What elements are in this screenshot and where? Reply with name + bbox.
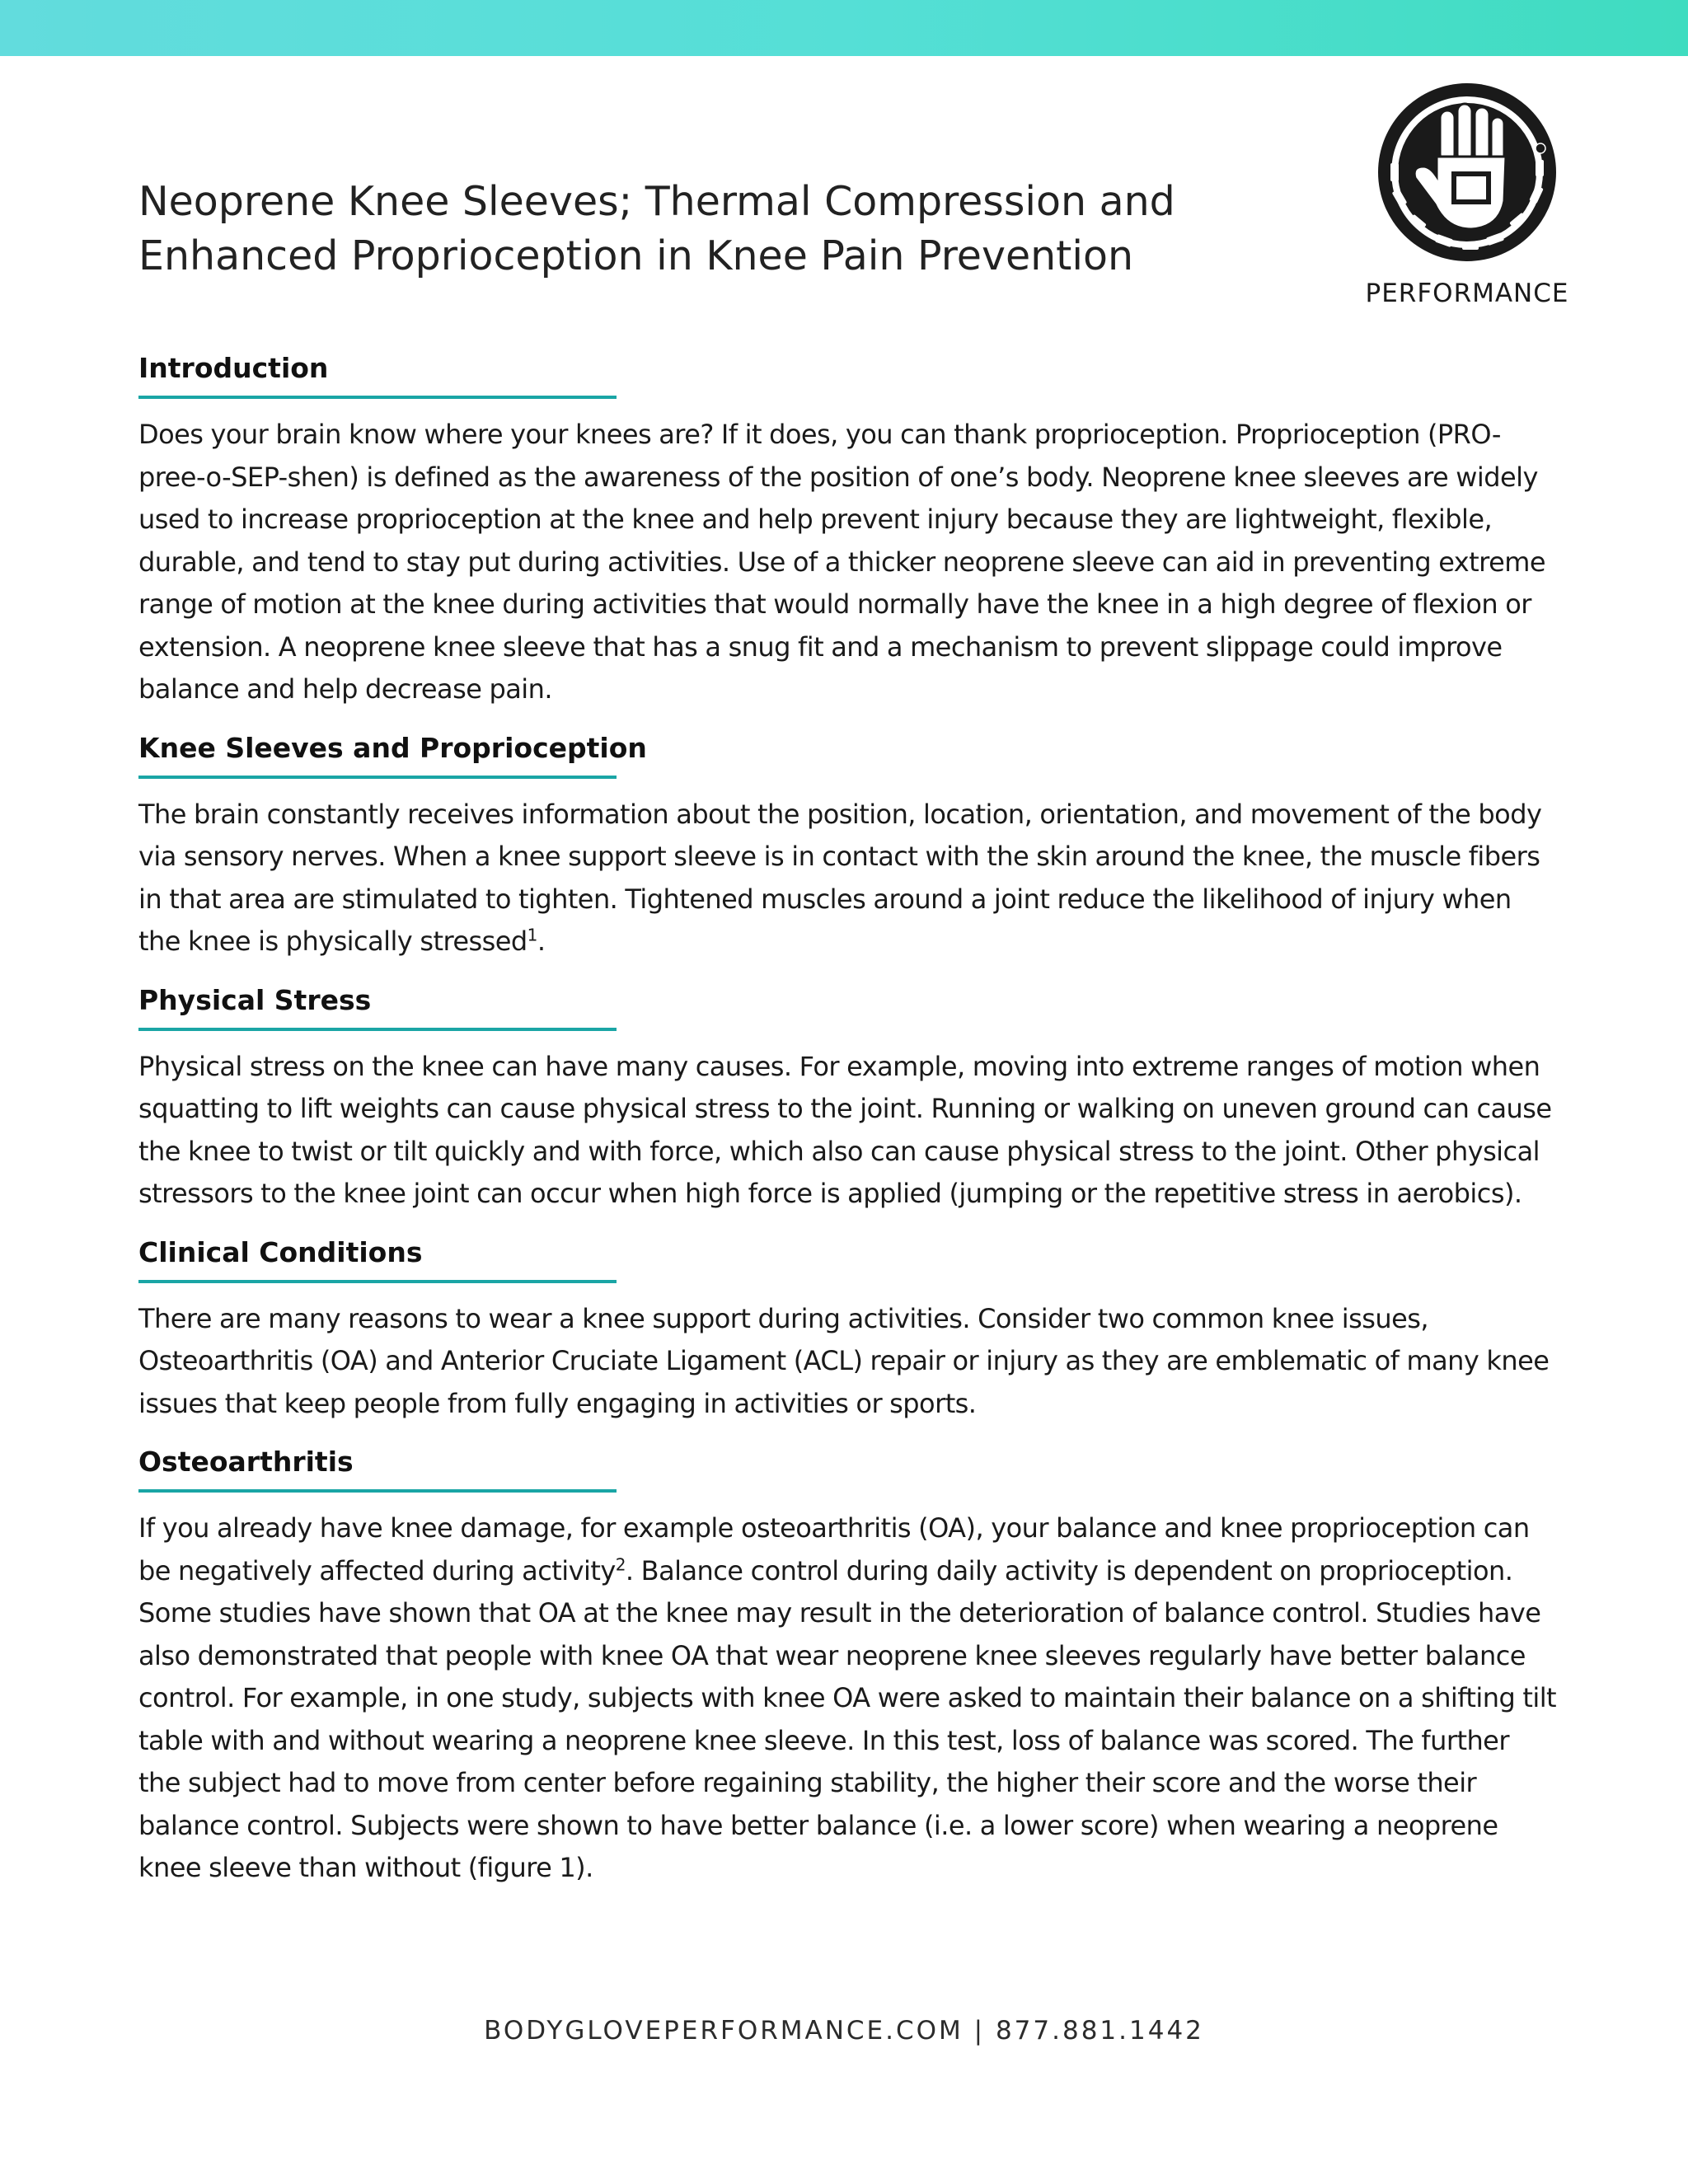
paragraph-text-after: .: [537, 926, 546, 957]
section-heading: Physical Stress: [138, 983, 372, 1016]
section-rule: [138, 776, 617, 779]
section-paragraph: [138, 794, 1558, 963]
section-heading: Knee Sleeves and Proprioception: [138, 731, 647, 764]
section-heading: Introduction: [138, 352, 329, 384]
section-introduction: [138, 346, 1558, 711]
section-osteoarthritis: [138, 1440, 1558, 1890]
paragraph-text-after: . Balance control during daily activity is dependent on proprioception. Some studies have shown that OA at the knee may result in the deterioration of balance control. Studies have also demonstrated that people with knee OA that wear neoprene knee sleeves regularly have better balance control. For example, in one study, subjects with knee OA were asked to maintain their balance on a shifting tilt table with and without wearing a neoprene knee sleeve. In this test, loss of balance was scored. The further the subject had to move from center before regaining stability, the higher their score and the worse their balance control. Subjects were shown to have better balance (i.e. a lower score) when wearing a neoprene knee sleeve than without (figure 1).: [138, 1554, 1557, 1883]
section-rule: [138, 1489, 617, 1493]
section-heading: Osteoarthritis: [138, 1446, 354, 1478]
body-glove-seal-icon: [1376, 81, 1559, 264]
section-heading: Clinical Conditions: [138, 1235, 423, 1268]
section-rule: [138, 1280, 617, 1283]
document-body: [138, 346, 1558, 1905]
body-glove-performance-logo: [1364, 81, 1570, 312]
paragraph-text: If you already have knee damage, for example osteoarthritis (OA), your balance and knee proprioception can be negatively affected during activity: [138, 1512, 1530, 1586]
section-physical-stress: [138, 978, 1558, 1216]
section-rule: [138, 1028, 617, 1031]
footer-contact: BODYGLOVEPERFORMANCE.COM | 877.881.1442: [484, 2016, 1204, 2046]
paragraph-text: The brain constantly receives information about the position, location, orientation, and movement of the body via sensory nerves. When a knee support sleeve is in contact with the skin around the knee, the muscle fibers in that area are stimulated to tighten. Tightened muscles around a joint reduce the likelihood of injury when the knee is physically stressed: [138, 798, 1542, 957]
section-clinical-conditions: [138, 1230, 1558, 1426]
footnote-marker: 2: [615, 1554, 626, 1574]
section-paragraph: Physical stress on the knee can have many causes. For example, moving into extreme ranges of motion when squatting to lift weights can cause physical stress to the joint. Running or walking on uneven ground can cause the knee to twist or tilt quickly and with force, which also can cause physical stress to the joint. Other physical stressors to the knee joint can occur when high force is applied (jumping or the repetitive stress in aerobics).: [138, 1050, 1552, 1209]
section-knee-sleeves-proprioception: [138, 726, 1558, 963]
top-color-band: [0, 0, 1688, 56]
section-rule: [138, 396, 617, 399]
section-paragraph: [138, 1507, 1558, 1890]
logo-wordmark: PERFORMANCE: [1365, 279, 1569, 308]
section-paragraph: There are many reasons to wear a knee support during activities. Consider two common knee issues, Osteoarthritis (OA) and Anterior Cruciate Ligament (ACL) repair or injury as they are emblematic of many knee issues that keep people from fully engaging in activities or sports.: [138, 1302, 1550, 1419]
document-title: Neoprene Knee Sleeves; Thermal Compression and Enhanced Proprioception in Knee Pain Prevention: [138, 178, 1175, 279]
footnote-marker: 1: [527, 925, 537, 945]
section-paragraph: Does your brain know where your knees are? If it does, you can thank proprioception. Proprioception (PRO-pree-o-SEP-shen) is defined as the awareness of the position of one’s body. Neoprene knee sleeves are widely used to increase proprioception at the knee and help prevent injury because they are lightweight, flexible, durable, and tend to stay put during activities. Use of a thicker neoprene sleeve can aid in preventing extreme range of motion at the knee during activities that would normally have the knee in a high degree of flexion or extension. A neoprene knee sleeve that has a snug fit and a mechanism to prevent slippage could improve balance and help decrease pain.: [138, 419, 1545, 705]
